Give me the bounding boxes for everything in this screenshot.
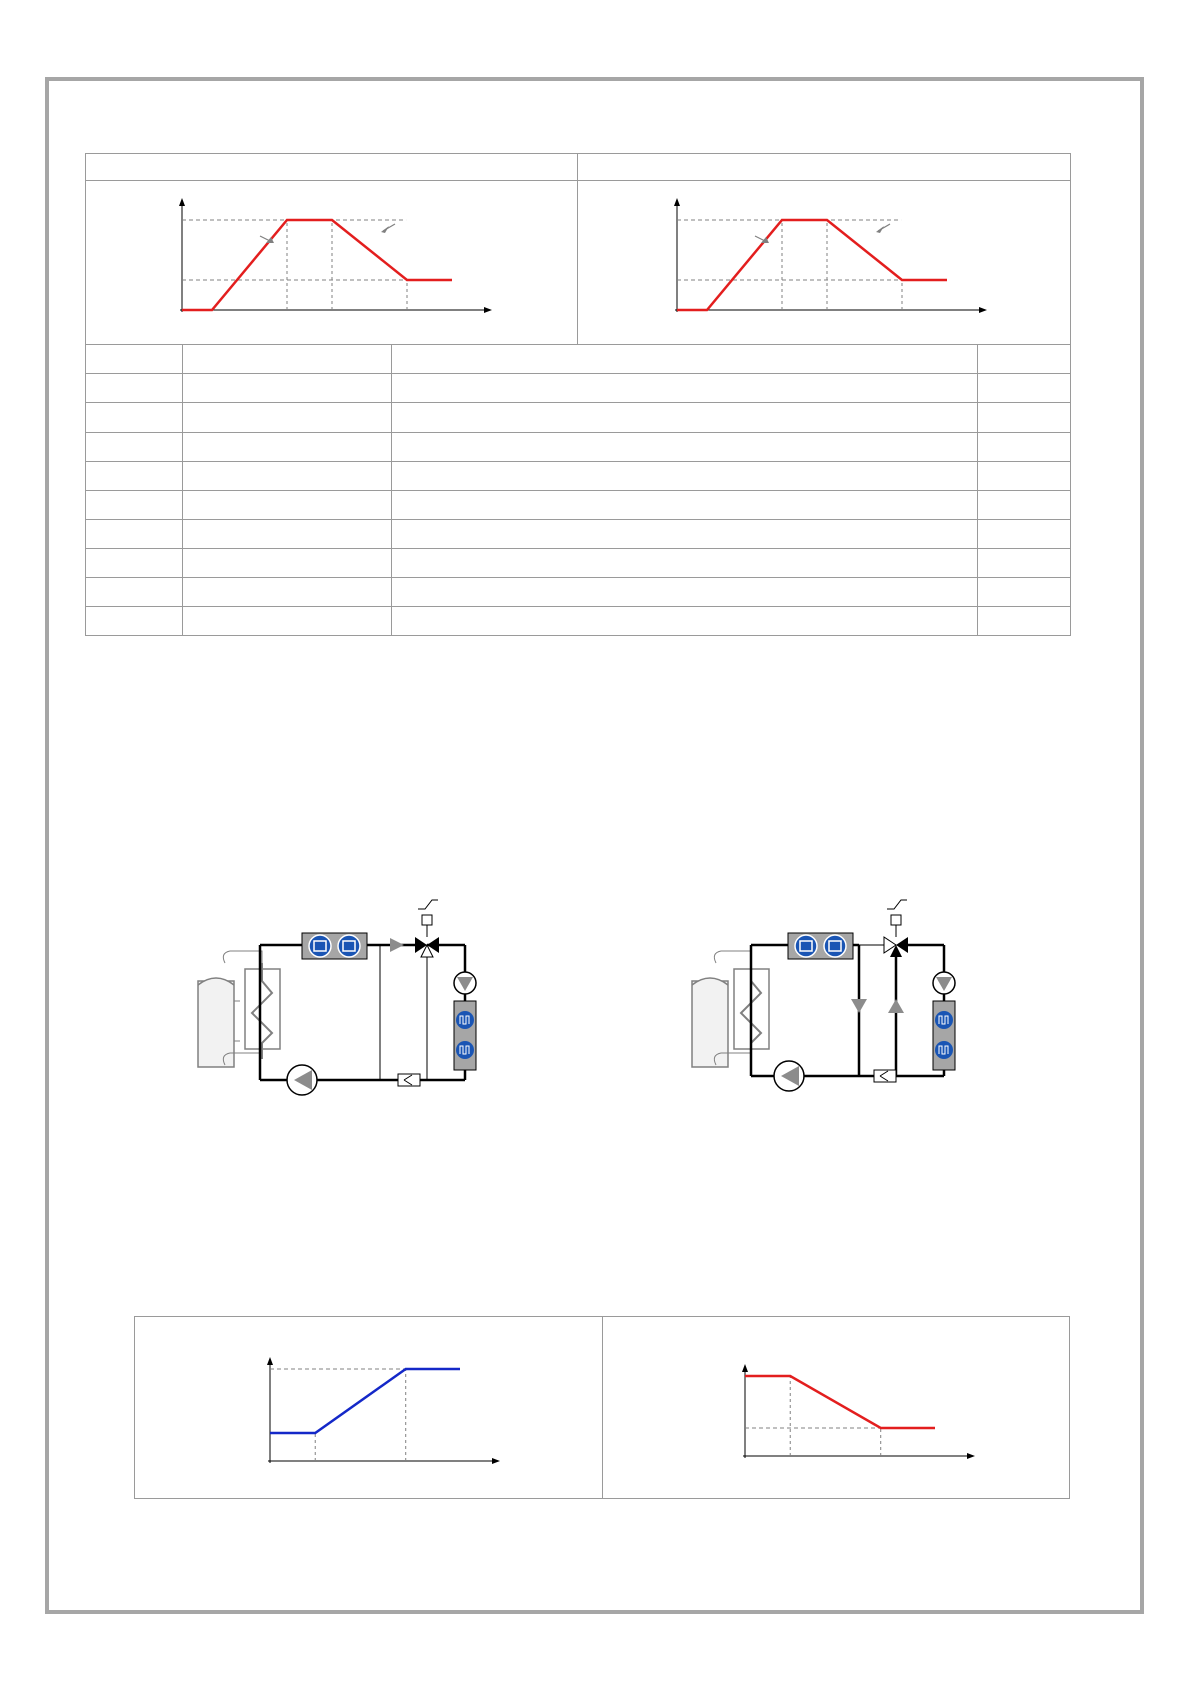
tank-icon: [692, 978, 728, 1067]
table-cell: [978, 432, 1071, 461]
table-cell: [392, 519, 978, 548]
table-cell: [978, 490, 1071, 519]
circulation-pump-icon: [774, 1061, 804, 1091]
table-cell: [183, 606, 392, 635]
curve-chart-1: [170, 198, 530, 318]
table-cell: [183, 519, 392, 548]
tank-icon: [198, 978, 240, 1067]
y-axis-arrow-icon: [179, 198, 185, 206]
table-cell: [86, 577, 183, 606]
x-axis-arrow-icon: [967, 1453, 975, 1459]
series-line: [270, 1369, 460, 1433]
series-line: [677, 220, 947, 310]
table-cell: [392, 606, 978, 635]
x-axis-arrow-icon: [492, 1458, 500, 1464]
three-way-valve-icon: [415, 900, 439, 957]
table-row: [86, 548, 1071, 577]
y-axis-arrow-icon: [742, 1364, 748, 1372]
table-cell: [392, 577, 978, 606]
curve-chart-3: [260, 1355, 500, 1475]
table-cell: [183, 403, 392, 432]
curve-chart-4: [735, 1362, 975, 1475]
table-cell: [86, 403, 183, 432]
y-axis-arrow-icon: [674, 198, 680, 206]
callout-arrowhead-icon: [876, 226, 884, 233]
table-cell: [978, 374, 1071, 403]
table-cell: [392, 548, 978, 577]
table-row: [86, 577, 1071, 606]
table-cell: [392, 374, 978, 403]
table-cell: [978, 403, 1071, 432]
hydraulic-diagram-left: [190, 893, 490, 1108]
three-way-valve-icon: [884, 900, 908, 957]
table-cell: [183, 548, 392, 577]
flow-arrow-down-icon: [851, 999, 867, 1013]
table-cell: [183, 490, 392, 519]
table-cell: [183, 432, 392, 461]
box-divider: [602, 1317, 603, 1498]
table-header-right: [578, 154, 1071, 181]
check-valve-icon: [398, 1074, 420, 1086]
series-line: [745, 1376, 935, 1428]
table-cell: [978, 606, 1071, 635]
y-axis-arrow-icon: [267, 1357, 273, 1365]
table-cell: [86, 548, 183, 577]
table-header-left: [86, 154, 578, 181]
curve-chart-2: [665, 198, 1025, 318]
table-cell: [183, 461, 392, 490]
table-cell: [392, 403, 978, 432]
table-row: [86, 606, 1071, 635]
circulation-pump-icon: [287, 1065, 317, 1095]
table-cell: [392, 432, 978, 461]
table-cell: [978, 519, 1071, 548]
table-row: [86, 374, 1071, 403]
table-row: [86, 519, 1071, 548]
table-cell: [978, 345, 1071, 374]
table-cell: [86, 490, 183, 519]
pipe-loop: [751, 945, 944, 1076]
callout-arrowhead-icon: [381, 226, 389, 233]
fan-coil-icon: [302, 933, 367, 959]
pump-icon: [933, 972, 955, 994]
table-cell: [86, 374, 183, 403]
radiator-icon: [454, 1001, 476, 1070]
fan-coil-icon: [788, 933, 853, 959]
table-cell: [86, 432, 183, 461]
table-cell: [978, 461, 1071, 490]
pump-icon: [454, 972, 476, 994]
check-valve-icon: [874, 1070, 896, 1082]
table-row: [86, 345, 1071, 374]
table-row: [86, 432, 1071, 461]
table-cell: [392, 461, 978, 490]
flow-arrow-up-icon: [888, 999, 904, 1013]
table-cell: [86, 461, 183, 490]
flow-arrow-icon: [390, 938, 404, 952]
table-row: [86, 461, 1071, 490]
hydraulic-diagram-right: [684, 893, 984, 1108]
table-cell: [978, 548, 1071, 577]
table-cell: [392, 490, 978, 519]
table-cell: [86, 606, 183, 635]
table-cell: [183, 345, 392, 374]
table-cell: [86, 345, 183, 374]
radiator-icon: [933, 1001, 955, 1070]
table-row: [86, 403, 1071, 432]
x-axis-arrow-icon: [979, 307, 987, 313]
table-row: [86, 490, 1071, 519]
table-cell: [183, 577, 392, 606]
table-cell: [86, 519, 183, 548]
table-cell: [183, 374, 392, 403]
x-axis-arrow-icon: [484, 307, 492, 313]
pipe-loop: [260, 945, 465, 1080]
table-cell: [978, 577, 1071, 606]
series-line: [182, 220, 452, 310]
table-cell: [392, 345, 978, 374]
